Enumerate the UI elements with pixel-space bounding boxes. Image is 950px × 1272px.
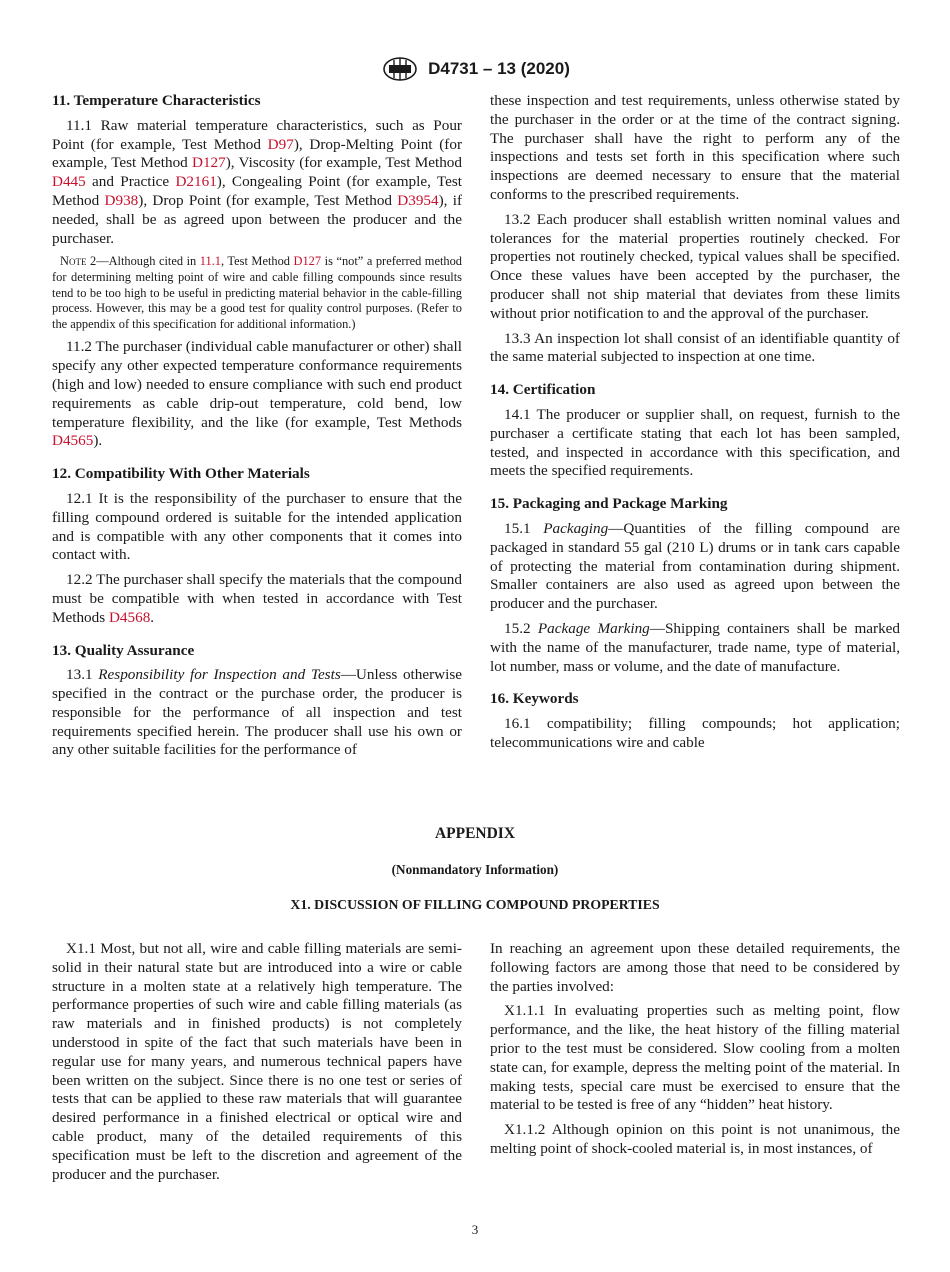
right-column — [490, 92, 900, 759]
paragraph-15-2: 15.2 Package Marking—Shipping containers shall be marked with the name of the manufacturer, trade name, type of material, lot number, mass or volume, and the date of manufacture. — [490, 619, 901, 675]
paragraph-13-1: 13.1 Responsibility for Inspection and Tests—Unless otherwise specified in the contract or the purchase order, the producer is responsible for the performance of all inspection and test requirements specified herein. The producer shall use his own or any other suitable facilities for the performance of — [52, 666, 463, 759]
appendix-right-column — [490, 940, 900, 1165]
page-header — [0, 56, 950, 82]
ref-d97-link[interactable]: D97 — [267, 135, 294, 153]
appendix-left-column — [52, 940, 462, 1190]
section-14-title: 14. Certification — [490, 381, 596, 399]
left-column — [52, 92, 462, 766]
appendix-title: APPENDIX — [434, 825, 516, 842]
astm-logo-icon — [380, 56, 420, 82]
paragraph-13-1-continued: these inspection and test requirements, unless otherwise stated by the purchaser in the order or at the time of the contract signing. The purchaser shall have the right to perform any of the inspections and tests set forth in this specification where such inspections are deemed necessary to ensure that the material conforms to the prescribed requirements. — [490, 92, 900, 203]
section-13-title: 13. Quality Assurance — [52, 641, 195, 659]
ref-d127-note-link[interactable]: D127 — [293, 254, 322, 269]
paragraph-x1-1: X1.1 Most, but not all, wire and cable filling materials are semi-solid in their natural state but are introduced into a wire or cable structure in a molten state at a relatively high temperature. The performance properties of such wire and cable filling materials (as raw materials and in finished products) is not completely understood in spite of the fact that such materials have been in regular use for many years, and numerous technical papers have been written on the subject. Since there is no one test or series of tests that can be applied to these raw materials that will guarantee desired performance in a finished electrical or optical wire and cable product, many of the detailed requirements of this specification must be left to the discretion and agreement of the producer and the purchaser. — [52, 940, 462, 1183]
paragraph-x1-1-continued: In reaching an agreement upon these detailed requirements, the following factors are among those that need to be considered by the parties involved: — [490, 940, 900, 995]
paragraph-14-1: 14.1 The producer or supplier shall, on request, furnish to the purchaser a certificate stating that each lot has been sampled, tested, and inspected in accordance with this specification, and meets the specified requirements. — [490, 405, 900, 480]
section-16-title: 16. Keywords — [490, 690, 579, 708]
ref-d4565-link[interactable]: D4565 — [52, 432, 94, 450]
paragraph-12-1: 12.1 It is the responsibility of the purchaser to ensure that the filling compound ordered is suitable for the intended application and is compatible with any other components that it comes into contact with. — [52, 489, 462, 564]
paragraph-11-2: 11.2 The purchaser (individual cable manufacturer or other) shall specify any other expected temperature conformance requirements (high and low) needed to ensure compliance with such end product requirements as cable drip-out temperature, cold bend, low temperature flexibility, and the like (for example, Test Methods D4565). — [52, 338, 462, 450]
section-15-title: 15. Packaging and Package Marking — [490, 495, 728, 513]
ref-d3954-link[interactable]: D3954 — [397, 191, 439, 209]
paragraph-13-3: 13.3 An inspection lot shall consist of an identifiable quantity of the same material subjected to inspection at one time. — [490, 329, 900, 366]
paragraph-11-1: 11.1 Raw material temperature characteristics, such as Pour Point (for example, Test Method D97), Drop-Melting Point (for example, Test Method D127), Viscosity (for example, Test Method D445 and Practice D2161), Congealing Point (for example, Test Method D938), Drop Point (for example, Test Method D3954), if needed, shall be as agreed upon between the producer and the purchaser. — [52, 116, 462, 247]
section-12-title: 12. Compatibility With Other Materials — [52, 465, 310, 483]
appendix-section-title: X1. DISCUSSION OF FILLING COMPOUND PROPERTIES — [290, 897, 660, 912]
ref-d127-link[interactable]: D127 — [191, 154, 226, 172]
paragraph-15-1: 15.1 Packaging—Quantities of the filling compound are packaged in standard 55 gal (210 L) drums or in tank cars capable of protecting the material from contamination during shipment. Smaller containers are also used as agreed upon between the producer and the purchaser. — [490, 519, 901, 613]
ref-d2161-link[interactable]: D2161 — [175, 173, 217, 191]
note-2: Note 2—Although cited in 11.1, Test Method D127 is “not” a preferred method for determining melting point of wire and cable filling compounds since results tend to be too high to be useful in predicting material behavior in the cable-filling process. However, this may be a good test for quality control purposes. (Refer to the appendix of this specification for additional information.) — [52, 254, 462, 331]
document-designation: D4731 – 13 (2020) — [428, 59, 570, 78]
ref-d445-link[interactable]: D445 — [52, 173, 86, 191]
page-number: 3 — [471, 1222, 479, 1237]
ref-d4568-link[interactable]: D4568 — [108, 608, 151, 626]
appendix-subtitle: (Nonmandatory Information) — [391, 862, 559, 877]
ref-11-1-link[interactable]: 11.1 — [199, 254, 221, 269]
paragraph-16-1: 16.1 compatibility; filling compounds; hot application; telecommunications wire and cable — [490, 715, 900, 751]
ref-d938-link[interactable]: D938 — [104, 191, 139, 209]
paragraph-13-2: 13.2 Each producer shall establish written nominal values and tolerances for the material properties routinely checked. For properties not routinely checked, typical values shall be specified. Once these values have been accepted by the purchaser, the producer shall not ship material that deviates from these limits without prior notification to and the approval of the purchaser. — [490, 210, 900, 322]
paragraph-x1-1-2: X1.1.2 Although opinion on this point is not unanimous, the melting point of shock-cooled material is, in most instances, of — [490, 1121, 900, 1157]
section-11-title: 11. Temperature Characteristics — [52, 92, 261, 109]
paragraph-12-2: 12.2 The purchaser shall specify the materials that the compound must be compatible with when tested in accordance with Test Methods D4568. — [52, 571, 462, 626]
paragraph-x1-1-1: X1.1.1 In evaluating properties such as melting point, flow performance, and the like, the heat history of the filling material prior to the test must be considered. Slow cooling from a molten state can, for example, depress the melting point of the material. In making tests, special care must be exercised to ensure that the material to be tested is free of any “hidden” heat history. — [490, 1002, 900, 1114]
